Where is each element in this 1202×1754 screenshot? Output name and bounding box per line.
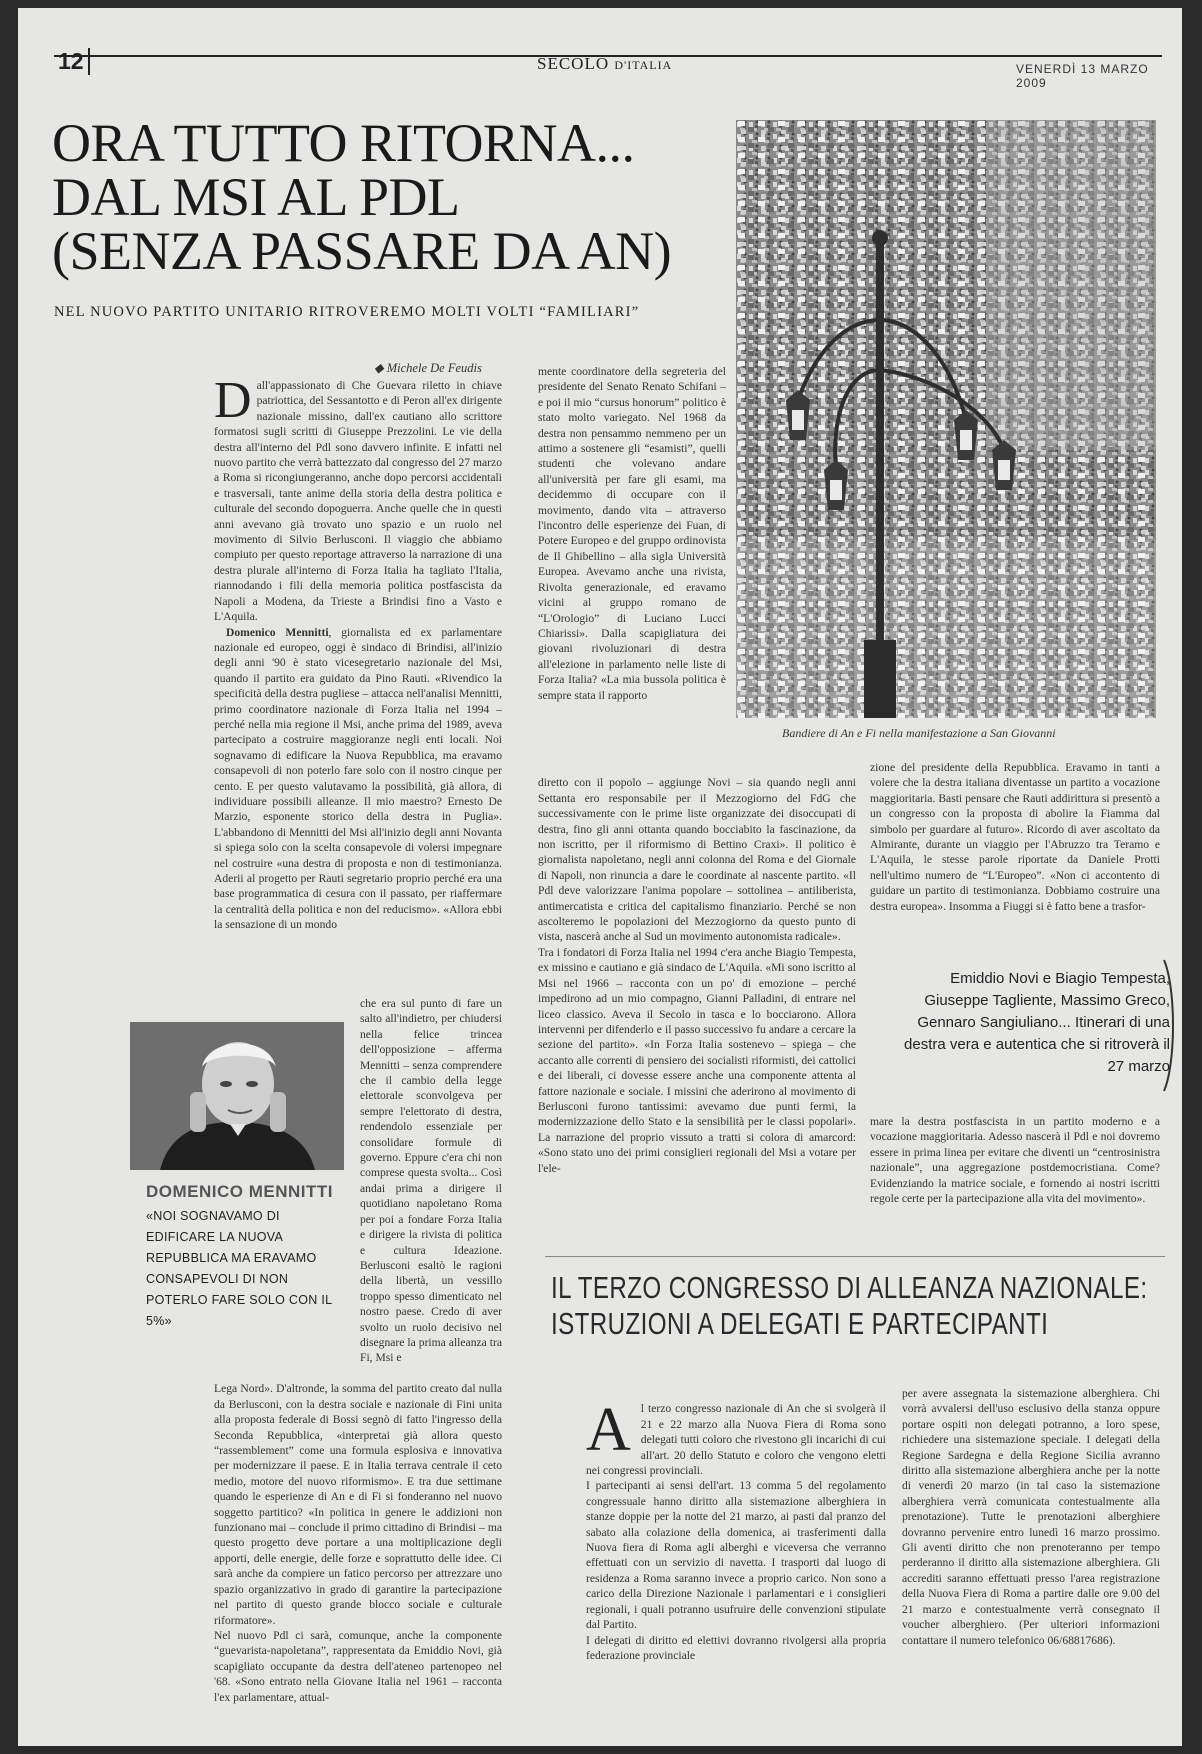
- announcement-rule: [545, 1256, 1165, 1257]
- sidebar-quote-text: «NOI SOGNAVAMO DI EDIFICARE LA NUOVA REPUBBLICA MA ERAVAMO CONSAPEVOLI DI NON POTERLO FARE SOLO CON IL 5%»: [146, 1209, 332, 1328]
- person-name: Domenico Mennitti: [226, 625, 329, 639]
- pull-quote: Emiddio Novi e Biagio Tempesta, Giuseppe Tagliente, Massimo Greco, Gennaro Sangiuliano... Itinerari di una destra vera e autentica che si ritroverà il 27 marzo: [904, 970, 1170, 1075]
- article-headline: [52, 113, 752, 281]
- article-byline: ◆ Michele De Feudis: [374, 361, 482, 375]
- drop-cap: D: [214, 372, 252, 429]
- masthead-small: D'ITALIA: [614, 58, 673, 72]
- mennitti-portrait: [130, 1022, 344, 1170]
- article-column-1: [214, 372, 502, 933]
- article-column-2: mente coordinatore della segreteria del presidente del Senato Renato Schifani – e poi il mio “cursus honorum” politico è stato molto variegato. Nel 1968 da destra non pensammo nemmeno per un attimo a sostenere gli “esamisti”, quelli studenti che volevano andare all'università per fare gli esami, ma decidemmo di occupare con il movimento, dando vita – attraverso l'incontro delle esperienze dei Fuan, di Potere Europeo e del gruppo ordinovista de Il Ghibellino – alla sigla Università Europea. Avevamo anche una rivista, Rivolta generazionale, ed eravamo vicini al gruppo romano de “L'Orologio” di Luciano Lucci Chiarissi». Dalla scapigliatura dei giovani rivoluzionari di destra all'elezione in parlamento nelle liste di Forza Italia? «La mia bussola politica è sempre stata il rapporto: [538, 365, 726, 702]
- article-column-3: zione del presidente della Repubblica. Eravamo in tanti a volere che la destra italiana diventasse un partito a vocazione maggioritaria. Basti pensare che Rauti addirittura si presentò a un congresso con la proposta di abolire la Fiamma dal simbolo per guardare al futuro». Ricordo di aver ascoltato da Almirante, durante un viaggio per l'Abruzzo tra Teramo e L'Aquila, le stesse parole riportate da Daniele Protti nell'ultimo numero de “L'Europeo”. «Non ci accontento di guidare un partito di testimonianza. Dobbiamo costruire una destra europea». Insomma a Fiuggi si è fatto bene a trasfor-: [870, 761, 1160, 913]
- headline-line-2: DAL MSI AL PDL: [52, 167, 460, 227]
- crowd-photo: [736, 120, 1156, 718]
- announcement-column-1: Al terzo congresso nazionale di An che si svolgerà il 21 e 22 marzo alla Nuova Fiera di Roma sono delegati tutti coloro che rivestono gli incarichi di cui all'art. 20 dello Statuto e coloro che vengono eletti nei congressi provinciali. I partecipanti ai sensi dell'art. 13 comma 5 del regolamento congressuale hanno diritto alla sistemazione alberghiera in stanze doppie per la notte del 21 marzo, ai pasti dal pranzo del sabato alla colazione della domenica, ai trasferimenti dalla Nuova fiera di Roma agli alberghi e viceversa che verranno effettuati con un servizio di navetta. I trasporti dal luogo di residenza a Roma saranno invece a proprio carico. Non sono a carico della Direzione Nazionale i parlamentari e i consiglieri regionali, i quali potranno usufruire delle convenzioni stipulate dal Partito. I delegati di diritto ed elettivi dovranno rivolgersi alla propria federazione provinciale: [586, 1396, 886, 1662]
- portrait-image: [130, 1022, 344, 1170]
- photo-caption: Bandiere di An e Fi nella manifestazione a San Giovanni: [782, 726, 1056, 740]
- announcement-column-2: per avere assegnata la sistemazione alberghiera. Chi vorrà avvalersi dell'uso esclusivo della stanza oppure portare ospiti non delegati potranno, a loro spese, richiedere una sistemazione speciale. I delegati della Regione Sardegna e della Regione Sicilia avranno diritto alla sistemazione alberghiera anche per la notte di venerdì 20 marzo (in tal caso la sistemazione alberghiera verrà comunicata contestualmente alla prenotazione). Tutte le prenotazioni alberghiere dovranno pervenire entro lunedì 16 marzo prossimo. Gli aventi diritto che non prenoteranno per tempo perderanno il diritto alla sistemazione alberghiera. Gli accrediti saranno effettuati presso l'area registrazione della Nuova Fiera di Roma a partire dalle ore 9.00 del 21 marzo e contestualmente verrà consegnato il voucher alberghiero. (Per ulteriori informazioni contattare il numero telefonico 06/68817686).: [902, 1387, 1160, 1647]
- article-paragraph: Dall'appassionato di Che Guevara riletto in chiave patriottica, del Sessantotto e di Peron all'ex dirigente nazionale missino, dall'ex cautiano allo scrittore formatosi sugli scritti di Giuseppe Prezzolini. Le vie della destra all'interno del Pdl sono davvero infinite. E infatti nel nuovo partito che verrà battezzato dal congresso del 27 marzo a Roma si ricongiungeranno, anche dopo percorsi accidentali e trasversali, tante anime della storia della destra politica e culturale del secondo dopoguerra. Anche quelle che in questi anni avevano già trovato uno spazio e un ruolo nel movimento di Silvio Berlusconi. Il viaggio che abbiamo compiuto per questo reportage attraverso la narrazione di una destra plurale all'interno di Forza Italia ha tagliato l'Italia, riannodando i fili della memoria politica postfascista da Napoli a Modena, da Trieste a Brindisi fino a Vasto e L'Aquila.: [214, 372, 502, 624]
- crowd-photo-image: [736, 120, 1156, 718]
- sidebar-quote-name: DOMENICO MENNITTI: [146, 1182, 333, 1201]
- masthead: [537, 54, 672, 74]
- article-paragraph: Domenico Mennitti, giornalista ed ex parlamentare nazionale ed europeo, oggi è sindaco di Brindisi, all'inizio degli anni '90 è stato vicesegretario nazionale del Msi, quando il partito era guidato da Pino Rauti. «Rivendico la specificità della destra pugliese – attacca nell'analisi Mennitti, primo coordinatore nazionale di Forza Italia nel 1994 – perché nella mia regione il Msi, anche prima del 1989, aveva partecipato a costruire maggioranze negli enti locali. Noi sognavamo di edificare la Nuova Repubblica, ma eravamo consapevoli di non poterlo fare solo con il nostro cinque per cento. E per questo valutavamo la possibilità, già allora, di individuare possibili alleanze. Il mio maestro? Ernesto De Marzio, esponente storico della destra in Puglia». L'abbandono di Mennitti del Msi all'inizio degli anni Novanta si spiega solo con la scelta consapevole di volersi impegnare nel costruire «una destra di proposta e non di testimonianza. Aderii al progetto per Rauti segretario proprio perché era una base programmatica di cesura con il passato, per riaffermare la centralità della politica e non del reducismo». «Allora ebbi la sensazione di un mondo: [214, 625, 502, 932]
- article-column-1-bottom: Lega Nord». D'altronde, la somma del partito creato dal nulla da Berlusconi, con la destra sociale e nazionale di Fini unita alla proposta federale di Bossi segnò di fatto l'ingresso della Seconda Repubblica, «interpretai già allora questo “rassemblement” come una formula esplosiva e innovativa per modernizzare il paese. E in Italia terrava centrale il ceto medio, motore del nuovo riformismo». E tra due settimane quando le esperienze di An e di Fi si fonderanno nel nuovo soggetto partitico? «In politica in genere le addizioni non funzionano mai – conclude il primo cittadino di Brindisi – ma questo progetto deve portare a una moltiplicazione degli apporti, delle energie, delle forze e soprattutto delle idee. Ci sarà anche da compiere un fatico percorso per attrezzare uno spazio organizzativo in grado di garantire la partecipazione nel partito di questo grande blocco sociale e culturale riformatore». Nel nuovo Pdl ci sarà, comunque, anche la componente “guevarista-napoletana”, rappresentata da Emiddio Novi, già scapigliato occupante da destra dell'ateneo partenopeo nel '68. «Sono entrato nella Giovane Italia nel 1961 – racconta l'ex parlamentare, attual-: [214, 1382, 502, 1704]
- announcement-title: IL TERZO CONGRESSO DI ALLEANZA NAZIONALE: ISTRUZIONI A DELEGATI E PARTECIPANTI: [551, 1270, 1148, 1341]
- masthead-main: SECOLO: [537, 54, 610, 73]
- headline-line-1: ORA TUTTO RITORNA...: [52, 113, 635, 173]
- article-subhead: NEL NUOVO PARTITO UNITARIO RITROVEREMO MOLTI VOLTI “FAMILIARI”: [54, 304, 640, 320]
- article-column-2-bottom: diretto con il popolo – aggiunge Novi – sia quando negli anni Settanta ero responsabile per il Mezzogiorno del FdG che successivamente con le prime liste organizzate dei disoccupati di destra, fino gli anni ottanta quando bocciabito la fascinazione, da non iscritto, per il riformismo di Bettino Craxi». Il politico è giornalista napoletano, negli anni colonna del Roma e del Giornale di Napoli, non rinuncia a dare le coordinate al nascente partito. «Il Pdl deve valorizzare l'anima popolare – sottolinea – antiliberista, antimercatista e critica del capitalismo finanziario. Perché se non ascolteremo le popolazioni del Mezzogiorno da questo punto di vista, nascerà anche al Sud un movimento autonomista radicale». Tra i fondatori di Forza Italia nel 1994 c'era anche Biagio Tempesta, ex missino e cautiano e già sindaco de L'Aquila. «Mi sono iscritto al Msi nel 1966 – racconta con un po' di emozione – perché impedirono ad un mio compagno, Gianni Palladini, di entrare nel liceo classico. Aveva il Secolo in tasca e lo bocciarono. Allora intervenni per difenderlo e il passo successivo fu andare a cercare la sezione del partito». «In Forza Italia sostenevo – spiega – che accanto alle correnti di pensiero dei socialisti riformisti, dei cattolici e dei liberali, ci dovesse essere anche una componente attenta al fattore nazionale e sociale. I missini che aderirono al movimento di Berlusconi furono tantissimi: avevamo due punti fermi, la modernizzazione dello Stato e la sensibilità per le classi popolari». La narrazione del proprio vissuto a tratti si colora di amarcord: «Sono stato uno dei primi consiglieri regionali del Msi a votare per l'ele-: [538, 776, 856, 1175]
- issue-date: VENERDÌ 13 MARZO 2009: [1016, 62, 1149, 90]
- newspaper-page: [18, 8, 1182, 1746]
- headline-line-3: (SENZA PASSARE DA AN): [52, 221, 672, 281]
- article-column-3-bottom: mare la destra postfascista in un partito moderno e a vocazione maggioritaria. Adesso nascerà il Pdl e noi dovremo essere in prima linea per evitare che diventi un “centrosinistra nazionale”, una aggregazione postdemocristiana. Come? Evidenziando la matrice sociale, e fornendo ai nostri iscritti regole certe per la partecipazione alla vita del movimento».: [870, 1115, 1160, 1206]
- page-number: 12: [58, 48, 90, 75]
- article-column-1-narrow: che era sul punto di fare un salto all'indietro, per chiudersi nella felice trincea dell'opposizione – afferma Mennitti – senza comprendere che il cambio della legge elettorale sconvolgeva per sempre l'elettorato di destra, rendendolo essenziale per consolidare formule di governo. Eppure c'era chi non comprese questa svolta... Così andai prima a dirigere il quotidiano napoletano Roma per poi a fondare Forza Italia e dirigere la rivista di politica e cultura Ideazione. Berlusconi esaltò le ragioni della libertà, un vessillo troppo spesso dimenticato nel nostro paese. Credo di aver svolto un ruolo decisivo nel disegnare la prima alleanza tra Fi, Msi e: [360, 997, 502, 1365]
- pull-quote-bracket: [1162, 958, 1176, 1093]
- announcement-drop-cap: A: [586, 1396, 631, 1465]
